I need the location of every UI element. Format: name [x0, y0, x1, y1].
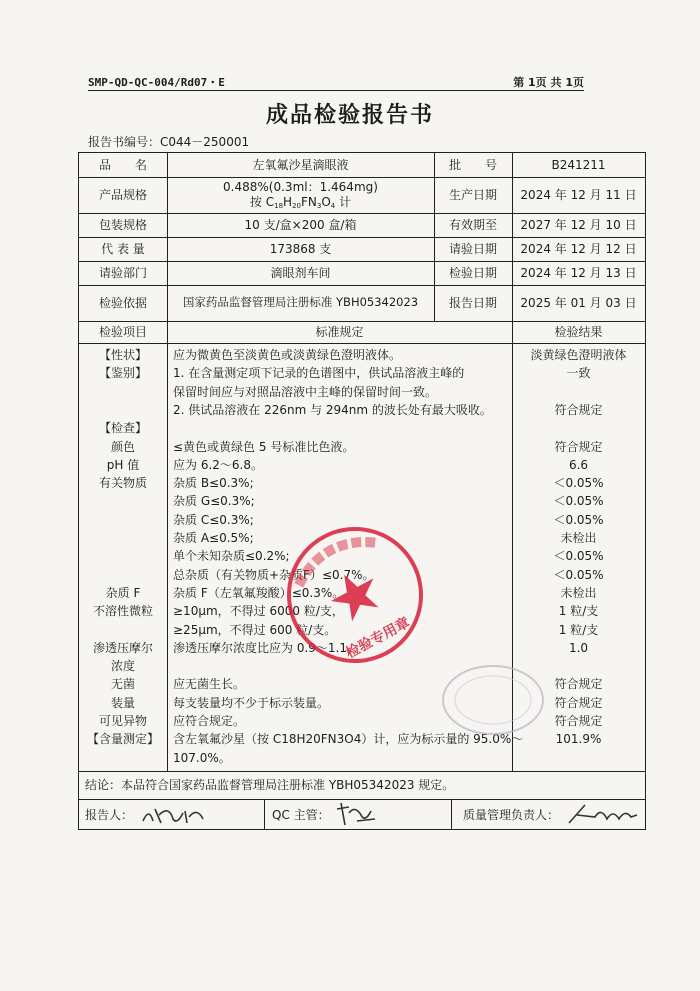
- page-info: 第 1页 共 1页: [513, 76, 584, 89]
- row-result: 符合规定: [554, 402, 603, 417]
- page-title: 成品检验报告书: [265, 103, 434, 128]
- expiry-label: 有效期至: [448, 217, 497, 232]
- product-value: 左氧氟沙星滴眼液: [252, 157, 349, 172]
- row-item: 无菌: [110, 677, 135, 692]
- row-standard: 保留时间应与对照品溶液中主峰的保留时间一致。: [173, 384, 438, 399]
- reporter-label: 报告人：: [85, 808, 134, 822]
- expiry-value: 2027 年 12 月 10 日: [520, 217, 637, 232]
- conclusion: 结论：本品符合国家药品监督管理局注册标准 YBH05342023 规定。: [85, 778, 455, 792]
- qc-signature: [331, 799, 381, 829]
- spec-line-1: 0.488%(0.3ml：1.464mg): [223, 180, 378, 195]
- row-standard: ≥10μm，不得过 6000 粒/支，: [173, 604, 344, 619]
- row-item: pH 值: [106, 457, 140, 472]
- row-standard: 1. 在含量测定项下记录的色谱图中，供试品溶液主峰的: [173, 366, 465, 381]
- row-result: ＜0.05%: [553, 494, 604, 509]
- row-standard: 每支装量均不少于标示装量。: [173, 695, 330, 710]
- batch-value: B241211: [551, 157, 606, 172]
- row-standard: 杂质 B≤0.3%;: [173, 476, 254, 491]
- spec-line-2: 按 $C_{18}H_{20}FN_3O_4$ 计: [249, 194, 352, 210]
- row-result: ＜0.05%: [553, 549, 604, 564]
- row-result: 符合规定: [554, 695, 603, 710]
- report-number: 报告书编号：C044－250001: [88, 135, 250, 149]
- row-standard: 107.0%。: [173, 750, 231, 765]
- row-standard: 渗透压摩尔浓度比应为 0.9～1.1。: [173, 640, 359, 655]
- row-result: 1.0: [568, 640, 589, 655]
- row-result: 1 粒/支: [558, 622, 599, 637]
- row-standard: 应为微黄色至淡黄色或淡黄绿色澄明液体。: [173, 348, 402, 362]
- row-standard: 单个未知杂质≤0.2%;: [173, 549, 290, 564]
- row-standard: 总杂质（有关物质+杂质F）≤0.7%。: [173, 567, 375, 582]
- doc-header: [88, 72, 584, 92]
- row-item: 装量: [110, 695, 135, 710]
- row-result: 未检出: [560, 585, 597, 600]
- row-standard: 杂质 C≤0.3%;: [173, 512, 254, 527]
- row-item: 有关物质: [98, 476, 147, 491]
- spec-value: [167, 177, 434, 213]
- row-item: 【含量测定】: [86, 732, 159, 747]
- row-item: 杂质 F: [105, 585, 141, 600]
- req-dept-value: 滴眼剂车间: [270, 265, 331, 280]
- row-standard: ≤黄色或黄绿色 5 号标准比色液。: [173, 439, 355, 454]
- pack-value: 10 支/盒×200 盒/箱: [244, 217, 357, 232]
- seal-text: 检验专用章: [343, 614, 413, 662]
- row-result: 6.6: [568, 457, 589, 472]
- faint-stamp: [438, 660, 548, 740]
- row-standard: 杂质 A≤0.5%;: [173, 531, 254, 545]
- row-standard: 应无菌生长。: [173, 677, 246, 692]
- test-date-label: 检验日期: [448, 265, 497, 280]
- row-result: 符合规定: [554, 714, 603, 728]
- reporter-signature: [139, 801, 209, 829]
- basis-label: 检验依据: [98, 295, 147, 310]
- batch-label: 批 号: [448, 157, 497, 172]
- row-result: ＜0.05%: [553, 512, 604, 527]
- qc-label: QC 主管：: [272, 808, 330, 822]
- row-standard: 2. 供试品溶液在 226nm 与 294nm 的波长处有最大吸收。: [173, 402, 492, 417]
- row-standard: 杂质 G≤0.3%;: [173, 494, 255, 509]
- req-date-value: 2024 年 12 月 12 日: [520, 241, 637, 256]
- row-result: 符合规定: [554, 439, 603, 454]
- qa-label: 质量管理负责人：: [463, 808, 560, 822]
- req-dept-label: 请验部门: [98, 265, 147, 280]
- row-item: 可见异物: [98, 714, 147, 728]
- row-item: 不溶性微粒: [92, 604, 153, 619]
- col-standard: 标准规定: [315, 324, 364, 339]
- col-result: 检验结果: [554, 324, 603, 339]
- req-date-label: 请验日期: [448, 241, 497, 256]
- row-item: 颜色: [110, 439, 135, 454]
- row-standard: 含左氧氟沙星（按 C18H20FN3O4）计，应为标示量的 95.0%～: [173, 732, 524, 747]
- header-rule: [88, 90, 584, 91]
- row-item: 【鉴别】: [98, 366, 147, 381]
- row-result: 1 粒/支: [558, 604, 599, 619]
- row-item: 渗透压摩尔: [92, 640, 153, 655]
- row-item: 浓度: [110, 659, 135, 674]
- report-date-label: 报告日期: [448, 295, 497, 310]
- row-standard: 杂质 F（左氧氟羧酸）≤0.3%。: [173, 585, 345, 600]
- col-item: 检验项目: [98, 324, 147, 339]
- rep-qty-value: 173868 支: [269, 241, 332, 256]
- row-standard: 应符合规定。: [173, 714, 246, 728]
- prod-date-value: 2024 年 12 月 11 日: [520, 187, 637, 202]
- pack-label: 包装规格: [98, 217, 147, 232]
- row-result: 101.9%: [555, 732, 602, 747]
- row-result: ＜0.05%: [553, 476, 604, 491]
- doc-code: SMP-QD-QC-004/Rd07・E: [88, 76, 225, 89]
- row-result: 一致: [566, 366, 591, 381]
- report-table: [78, 152, 646, 830]
- row-result: 未检出: [560, 531, 597, 545]
- rep-qty-label: 代 表 量: [101, 241, 145, 256]
- row-item: 【检查】: [98, 421, 147, 436]
- row-result: ＜0.05%: [553, 567, 604, 582]
- product-label: 品 名: [98, 157, 147, 172]
- row-result: 淡黄绿色澄明液体: [530, 348, 627, 362]
- prod-date-label: 生产日期: [448, 187, 497, 202]
- spec-label: 产品规格: [98, 187, 147, 202]
- row-result: 符合规定: [554, 677, 603, 692]
- row-standard: 应为 6.2～6.8。: [173, 457, 263, 472]
- test-date-value: 2024 年 12 月 13 日: [520, 265, 637, 280]
- report-date-value: 2025 年 01 月 03 日: [520, 295, 637, 310]
- inspection-seal: [280, 520, 430, 670]
- qa-signature: [565, 799, 641, 829]
- basis-value: 国家药品监督管理局注册标准 YBH05342023: [182, 295, 419, 310]
- row-item: 【性状】: [98, 348, 147, 362]
- row-standard: ≥25μm，不得过 600 粒/支。: [173, 622, 337, 637]
